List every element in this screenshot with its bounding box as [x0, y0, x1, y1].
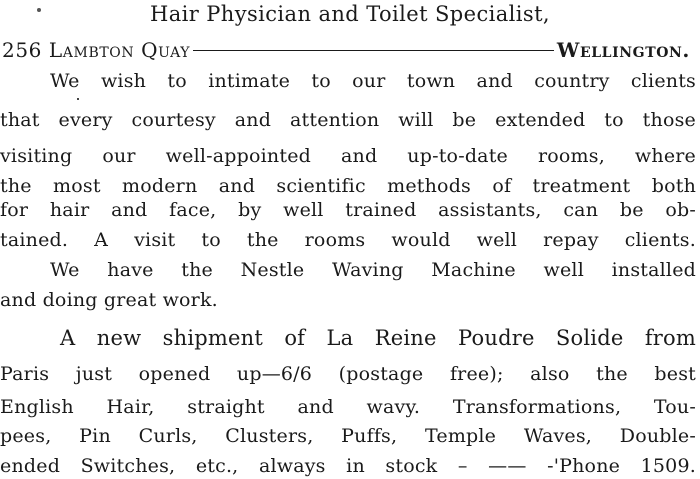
print-speck	[77, 98, 79, 100]
paragraph-3-line-2: Paris just opened up—6/6 (postage free); also the best	[0, 363, 696, 385]
paragraph-1-line-4: the most modern and scientific methods of treatment both	[0, 175, 696, 197]
paragraph-1-line-5: for hair and face, by well trained assistants, can be ob-	[0, 199, 696, 221]
paragraph-3-line-1: A new shipment of La Reine Poudre Solide from	[60, 326, 696, 350]
paragraph-3-line-3: English Hair, straight and wavy. Transformations, Tou-	[0, 396, 696, 418]
street-address: 256 Lambton Quay	[2, 38, 191, 62]
paragraph-1-line-6: tained. A visit to the rooms would well repay clients.	[0, 229, 696, 251]
leader-rule	[193, 50, 554, 51]
heading: Hair Physician and Toilet Specialist,	[149, 2, 550, 26]
paragraph-1-line-3: visiting our well-appointed and up-to-date rooms, where	[0, 145, 696, 167]
paragraph-1-line-2: that every courtesy and attention will be extended to those	[0, 109, 696, 131]
paragraph-3-line-5: ended Switches, etc., always in stock – —— -'Phone 1509.	[0, 455, 696, 477]
paragraph-2-line-2: and doing great work.	[0, 289, 218, 311]
paragraph-1-line-1: We wish to intimate to our town and country clients	[50, 70, 696, 92]
paragraph-2-line-1: We have the Nestle Waving Machine well installed	[50, 259, 696, 281]
paragraph-3-line-4: pees, Pin Curls, Clusters, Puffs, Temple Waves, Double-	[0, 425, 696, 447]
city: Wellington.	[556, 38, 690, 62]
address-line	[0, 39, 700, 61]
